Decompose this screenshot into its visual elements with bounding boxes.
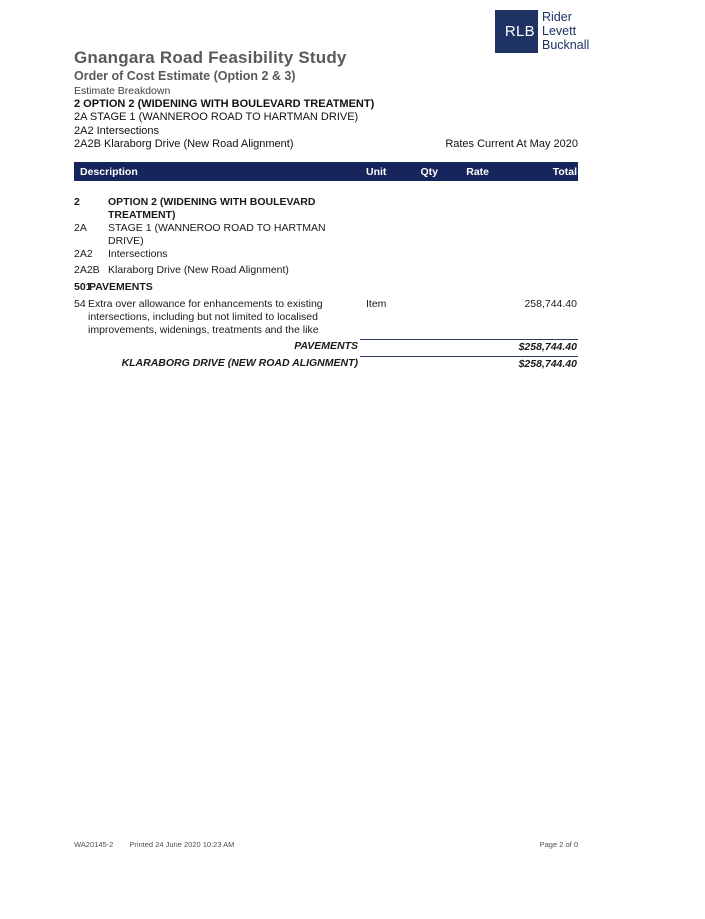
footer-job-ref: WA20145-2	[74, 840, 114, 849]
row-code: 501	[74, 281, 92, 293]
row-qty	[400, 298, 440, 337]
row-unit: Item	[366, 298, 387, 310]
page-subtitle: Order of Cost Estimate (Option 2 & 3)	[74, 69, 296, 83]
row-description: Klaraborg Drive (New Road Alignment)	[108, 264, 289, 276]
footer-printed-timestamp: Printed 24 June 2020 10:23 AM	[129, 840, 235, 849]
subtotal-row-pavements	[74, 339, 578, 354]
row-description: STAGE 1 (WANNEROO ROAD TO HARTMAN DRIVE)	[108, 222, 326, 247]
row-description: Extra over allowance for enhancements to existing intersections, including but not limited to localised improvements, widenings, treatments and the like	[88, 298, 323, 336]
section-line-klaraborg-text: 2A2B Klaraborg Drive (New Road Alignment)	[74, 138, 294, 151]
subtotal-amount: $258,744.40	[360, 356, 578, 371]
section-line-stage: 2A STAGE 1 (WANNEROO ROAD TO HARTMAN DRIVE)	[74, 111, 359, 124]
row-description: Intersections	[108, 248, 168, 260]
section-line-klaraborg	[74, 138, 578, 151]
rates-current-note: Rates Current At May 2020	[445, 138, 578, 151]
rlb-logo-name	[538, 11, 589, 53]
logo-name-line: Rider	[542, 10, 572, 24]
column-header-total: Total	[552, 165, 577, 178]
row-code: 2	[74, 196, 80, 208]
estimate-breakdown-label: Estimate Breakdown	[74, 85, 171, 97]
table-row	[74, 196, 578, 222]
table-row	[74, 281, 578, 294]
table-row	[74, 264, 578, 277]
subtotal-label: PAVEMENTS	[294, 340, 358, 352]
row-description: OPTION 2 (WIDENING WITH BOULEVARD TREATMENT)	[108, 196, 316, 221]
table-row	[74, 248, 578, 261]
column-header-description: Description	[80, 165, 138, 178]
subtotal-row-klaraborg	[74, 356, 578, 371]
table-body	[74, 196, 578, 371]
column-header-unit: Unit	[366, 165, 387, 178]
row-total: 258,744.40	[524, 298, 577, 310]
row-code: 2A2B	[74, 264, 100, 276]
rlb-logo	[495, 10, 589, 53]
subtotal-label: KLARABORG DRIVE (NEW ROAD ALIGNMENT)	[121, 357, 358, 369]
row-description: PAVEMENTS	[89, 281, 153, 293]
table-header-row	[74, 162, 578, 181]
row-code: 2A2	[74, 248, 93, 260]
column-header-qty: Qty	[420, 165, 438, 178]
section-header-block	[74, 98, 578, 152]
rlb-logo-mark	[495, 10, 538, 53]
page-footer	[74, 840, 578, 849]
logo-name-line: Levett	[542, 23, 577, 38]
cost-table	[74, 162, 578, 371]
row-code: 54	[74, 298, 86, 310]
section-line-intersections: 2A2 Intersections	[74, 124, 159, 137]
title-block	[74, 48, 347, 97]
column-header-rate: Rate	[466, 165, 489, 178]
table-row	[74, 222, 578, 248]
table-row	[74, 298, 578, 337]
page-title: Gnangara Road Feasibility Study	[74, 48, 347, 67]
row-code: 2A	[74, 222, 87, 234]
section-line-option: 2 OPTION 2 (WIDENING WITH BOULEVARD TREATMENT)	[74, 98, 375, 110]
row-rate	[440, 298, 490, 337]
logo-name-line: Bucknall	[542, 37, 590, 52]
footer-page-number: Page 2 of 0	[539, 840, 578, 849]
rlb-logo-abbr: RLB	[504, 23, 535, 40]
subtotal-amount: $258,744.40	[360, 339, 578, 354]
